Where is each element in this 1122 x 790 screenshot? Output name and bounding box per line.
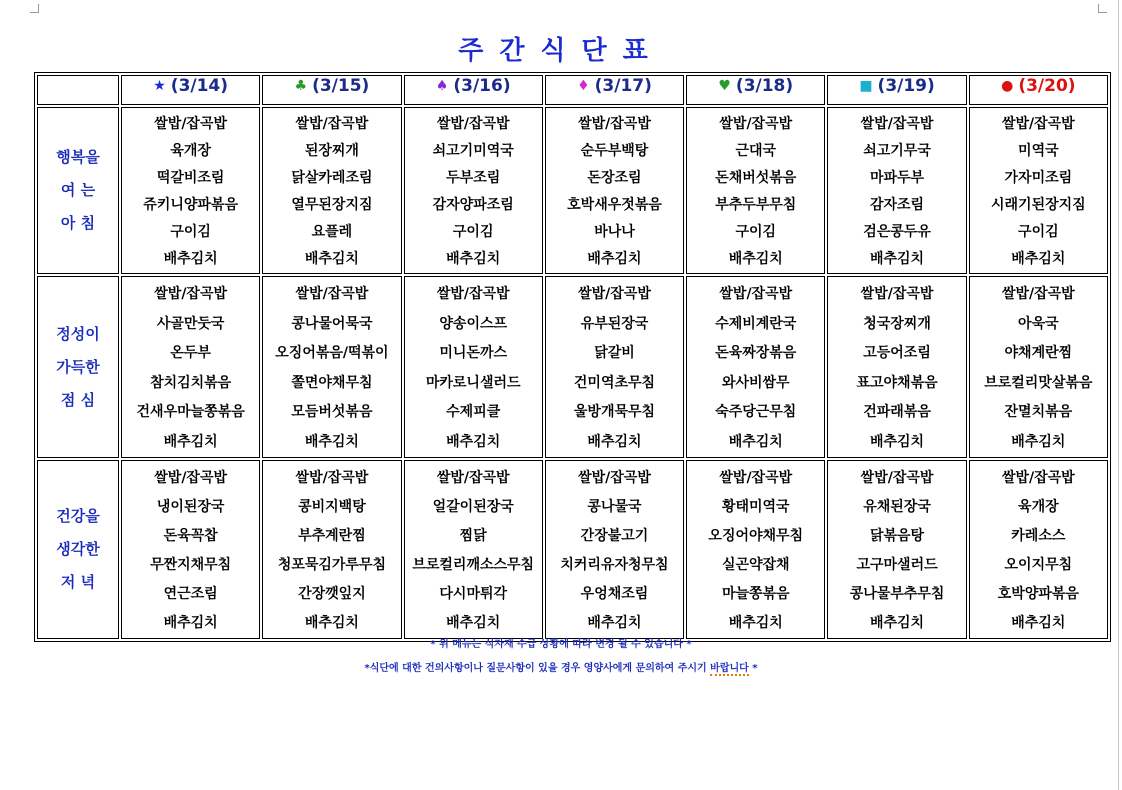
dish-item: 요플레: [311, 224, 353, 240]
dish-item: 표고야채볶음: [856, 374, 938, 391]
dish-item: 쌀밥/잡곡밥: [578, 286, 651, 302]
menu-cell: [969, 107, 1108, 274]
menu-cell: [545, 460, 684, 639]
dish-item: 돈육짜장볶음: [715, 345, 797, 361]
dish-list: [687, 108, 824, 273]
page-title: 주간식단표: [458, 36, 664, 66]
dish-item: 쌀밥/잡곡밥: [1001, 116, 1075, 132]
menu-cell: [121, 107, 260, 274]
dish-item: 마늘쫑볶음: [721, 586, 790, 602]
dish-item: 부추계란찜: [298, 528, 366, 544]
dish-item: 배추김치: [728, 433, 783, 450]
dish-item: 배추김치: [869, 615, 925, 631]
menu-cell: [262, 107, 401, 274]
dish-item: 유채된장국: [863, 499, 931, 515]
dish-item: 배추김치: [587, 615, 642, 631]
dish-item: 배추김치: [446, 251, 501, 267]
dish-list: [970, 277, 1107, 457]
menu-cell: [969, 276, 1108, 458]
menu-cell: [827, 460, 966, 639]
meal-label: [37, 460, 119, 639]
dish-item: 가자미조림: [1004, 170, 1073, 186]
dish-list: [828, 277, 965, 457]
menu-cell: [686, 460, 825, 639]
dish-list: [687, 277, 824, 457]
dish-item: 황태미역국: [721, 499, 790, 515]
notice-line-2-text: *식단에 대한 건의사항이나 질문사항이 있을 경우 영양사에게 문의하여 주시기: [364, 663, 711, 674]
spellcheck-underline: 바랍니다: [710, 663, 749, 674]
weekday-icon: ★: [153, 78, 166, 94]
dish-item: 배추김치: [869, 251, 925, 267]
dish-item: 구이김: [735, 224, 777, 240]
dish-list: [546, 277, 683, 457]
dish-item: 쌀밥/잡곡밥: [154, 286, 227, 302]
dish-list: [122, 277, 259, 457]
dish-list: [263, 277, 400, 457]
menu-cell: [686, 276, 825, 458]
dish-item: 쌀밥/잡곡밥: [719, 286, 793, 302]
weekday-icon: ●: [1001, 78, 1014, 94]
dish-item: 쇠고기무국: [863, 143, 931, 159]
dish-list: [546, 461, 683, 638]
dish-item: 두부조림: [446, 170, 501, 186]
dish-item: 브로컬리맛살볶음: [984, 374, 1093, 391]
dish-item: 콩나물어묵국: [291, 315, 373, 332]
dish-item: 육개장: [1018, 499, 1059, 515]
dish-item: 다시마튀각: [439, 586, 508, 602]
weekday-icon: ♠: [435, 78, 449, 94]
menu-cell: [121, 460, 260, 639]
dish-item: 참치김치볶음: [150, 374, 232, 391]
dish-item: 배추김치: [304, 615, 359, 631]
dish-item: 오징어야채무침: [708, 528, 804, 544]
dish-item: 잔멸치볶음: [1004, 404, 1073, 420]
dish-item: 배추김치: [869, 433, 925, 450]
menu-cell: [827, 276, 966, 458]
dish-item: 근대국: [735, 143, 777, 159]
dish-item: 돈육꼭찹: [163, 528, 218, 544]
day-header-2: [262, 75, 401, 105]
dish-item: 간장불고기: [580, 528, 649, 544]
dish-item: 닭갈비: [594, 345, 635, 361]
dish-item: 미역국: [1018, 143, 1059, 159]
dish-item: 배추김치: [446, 433, 501, 450]
dish-item: 쌀밥/잡곡밥: [436, 286, 510, 302]
day-date: (3/14): [170, 76, 229, 96]
day-header-4: [545, 75, 684, 105]
dish-item: 콩나물부추무침: [849, 586, 945, 602]
dish-item: 오이지무침: [1004, 557, 1073, 573]
dish-item: 쌀밥/잡곡밥: [436, 116, 510, 132]
dish-item: 고등어조림: [863, 345, 931, 361]
dish-item: 돈장조림: [587, 170, 642, 186]
dish-item: 모듬버섯볶음: [291, 404, 373, 420]
dish-item: 야채계란찜: [1004, 345, 1073, 361]
dish-item: 시래기된장지짐: [991, 197, 1086, 213]
dish-item: 배추김치: [1011, 433, 1066, 450]
dish-item: 쇠고기미역국: [432, 143, 514, 159]
meal-label-line: 건강을: [56, 507, 100, 525]
dish-item: 쌀밥/잡곡밥: [154, 470, 227, 486]
dish-item: 배추김치: [304, 251, 359, 267]
menu-cell: [969, 460, 1108, 639]
day-header-1: [121, 75, 260, 105]
dish-item: 쌀밥/잡곡밥: [295, 116, 369, 132]
meal-label-line: 가득한: [56, 357, 100, 376]
dish-item: 쌀밥/잡곡밥: [154, 116, 227, 132]
dish-item: 배추김치: [163, 433, 218, 450]
dish-item: 쌀밥/잡곡밥: [1001, 470, 1075, 486]
dish-item: 무짠지채무침: [150, 557, 232, 573]
dish-item: 배추김치: [304, 433, 359, 450]
page-corner-marker: [1098, 4, 1107, 13]
weekday-icon: ♥: [718, 78, 731, 94]
meal-label-line: 여 는: [60, 181, 96, 199]
day-date: (3/16): [453, 76, 511, 96]
dish-item: 배추김치: [587, 433, 642, 450]
dish-list: [405, 461, 542, 638]
meal-label-line: 생각한: [56, 540, 100, 558]
dish-item: 찜닭: [459, 528, 487, 544]
dish-item: 아욱국: [1018, 315, 1059, 332]
dish-item: 간장깻잎지: [298, 586, 366, 602]
menu-cell: [404, 460, 543, 639]
dish-item: 쫄면야채무침: [291, 374, 373, 391]
dish-item: 쌀밥/잡곡밥: [860, 470, 934, 486]
dish-item: 숙주당근무침: [715, 404, 797, 420]
dish-list: [828, 461, 965, 638]
meal-label-line: 행복을: [56, 148, 100, 166]
dish-list: [828, 108, 965, 273]
dish-item: 미니돈까스: [439, 345, 508, 361]
day-date: (3/18): [735, 76, 794, 96]
dish-list: [263, 461, 400, 638]
dish-item: 쌀밥/잡곡밥: [1001, 286, 1075, 302]
menu-cell: [262, 276, 401, 458]
dish-item: 호박새우젓볶음: [567, 197, 662, 213]
dish-item: 수제피클: [446, 404, 501, 420]
dish-item: 닭볶음탕: [869, 528, 925, 544]
dish-item: 쌀밥/잡곡밥: [295, 470, 369, 486]
day-date: (3/15): [312, 76, 370, 96]
day-header-3: [404, 75, 543, 105]
dish-item: 브로컬리깨소스무침: [412, 557, 535, 573]
day-date: (3/19): [877, 76, 935, 96]
dish-item: 구이김: [452, 224, 494, 240]
lunch-row: [37, 276, 1108, 458]
menu-cell: [545, 276, 684, 458]
dish-item: 배추김치: [728, 615, 783, 631]
day-header-5: [686, 75, 825, 105]
dish-item: 배추김치: [1011, 615, 1066, 631]
day-header-6: [827, 75, 966, 105]
dish-item: 육개장: [170, 143, 211, 159]
dish-item: 구이김: [1018, 224, 1059, 240]
dish-item: 청국장찌개: [863, 315, 931, 332]
dish-item: 쌀밥/잡곡밥: [578, 116, 651, 132]
menu-cell: [545, 107, 684, 274]
menu-cell: [404, 107, 543, 274]
dish-item: 배추김치: [163, 251, 218, 267]
dish-item: 연근조림: [163, 586, 218, 602]
dish-list: [122, 108, 259, 273]
dish-item: 쥬키니양파볶음: [143, 197, 238, 213]
dish-item: 건파래볶음: [863, 404, 931, 420]
notice-line-2-end: *: [748, 663, 758, 674]
dish-item: 냉이된장국: [156, 499, 225, 515]
dish-item: 쌀밥/잡곡밥: [719, 116, 793, 132]
dish-item: 순두부백탕: [580, 143, 649, 159]
dish-item: 배추김치: [587, 251, 642, 267]
dish-item: 콩나물국: [587, 499, 642, 515]
dish-item: 배추김치: [446, 615, 501, 631]
corner-cell: [37, 75, 119, 105]
menu-cell: [262, 460, 401, 639]
dish-list: [687, 461, 824, 638]
dish-item: 우엉채조림: [580, 586, 649, 602]
dish-item: 얼갈이된장국: [432, 499, 514, 515]
dish-item: 사골만둣국: [156, 315, 225, 332]
dish-item: 쌀밥/잡곡밥: [295, 286, 369, 302]
dish-item: 콩비지백탕: [298, 499, 366, 515]
dish-item: 울방개묵무침: [573, 404, 656, 420]
meal-label-line: 점 심: [60, 390, 96, 409]
dish-item: 닭살카레조림: [291, 170, 373, 186]
day-date: (3/17): [594, 76, 652, 96]
weekday-icon: ■: [859, 78, 873, 94]
dish-item: 떡갈비조림: [156, 170, 225, 186]
weekly-menu-table: [34, 72, 1111, 642]
dish-item: 호박양파볶음: [997, 586, 1079, 602]
meal-label-line: 저 녁: [60, 573, 96, 591]
weekday-icon: ♣: [294, 78, 308, 94]
dish-item: 마카로니샐러드: [425, 374, 521, 391]
dish-item: 쌀밥/잡곡밥: [578, 470, 651, 486]
meal-label: [37, 276, 119, 458]
notice-line-1: * 위 메뉴는 식자재 수급 상황에 따라 변경 될 수 있습니다 *: [430, 639, 692, 650]
dish-item: 된장찌개: [304, 143, 359, 159]
dish-item: 감자조림: [869, 197, 925, 213]
notice-line-2: [0, 659, 1122, 674]
dish-item: 수제비계란국: [715, 315, 797, 332]
dish-item: 건새우마늘쫑볶음: [136, 404, 245, 420]
dish-item: 쌀밥/잡곡밥: [860, 286, 934, 302]
dish-item: 와사비쌈무: [721, 374, 790, 391]
dish-list: [263, 108, 400, 273]
dish-item: 배추김치: [728, 251, 783, 267]
dish-item: 청포묵김가루무침: [277, 557, 387, 573]
dish-item: 쌀밥/잡곡밥: [860, 116, 934, 132]
dish-item: 부추두부무침: [715, 197, 797, 213]
page-corner-marker: [30, 4, 39, 13]
dinner-row: [37, 460, 1108, 639]
dish-item: 감자양파조림: [432, 197, 514, 213]
day-header-7: [969, 75, 1108, 105]
day-date: (3/20): [1018, 76, 1076, 96]
menu-cell: [686, 107, 825, 274]
dish-item: 치커리유자청무침: [560, 557, 669, 573]
dish-list: [970, 108, 1107, 273]
weekday-icon: ♦: [577, 78, 590, 94]
dish-item: 온두부: [170, 345, 211, 361]
breakfast-row: [37, 107, 1108, 274]
dish-item: 바나나: [594, 224, 635, 240]
dish-item: 검은콩두유: [863, 224, 931, 240]
dish-list: [122, 461, 259, 638]
dish-item: 열무된장지짐: [291, 197, 373, 213]
dish-list: [405, 108, 542, 273]
menu-cell: [404, 276, 543, 458]
dish-item: 마파두부: [869, 170, 925, 186]
dish-item: 쌀밥/잡곡밥: [719, 470, 793, 486]
dish-item: 실곤약잡채: [721, 557, 790, 573]
header-row: [37, 75, 1108, 105]
meal-label-line: 정성이: [56, 324, 100, 343]
dish-list: [970, 461, 1107, 638]
dish-list: [405, 277, 542, 457]
dish-item: 돈채버섯볶음: [715, 170, 797, 186]
dish-item: 오징어볶음/떡볶이: [275, 345, 389, 361]
dish-item: 구이김: [170, 224, 211, 240]
dish-item: 유부된장국: [580, 315, 649, 332]
menu-cell: [827, 107, 966, 274]
dish-item: 배추김치: [1011, 251, 1066, 267]
dish-item: 배추김치: [163, 615, 218, 631]
menu-cell: [121, 276, 260, 458]
dish-list: [546, 108, 683, 273]
dish-item: 양송이스프: [439, 315, 508, 332]
dish-item: 고구마샐러드: [856, 557, 938, 573]
meal-label-line: 아 침: [60, 214, 96, 232]
meal-label: [37, 107, 119, 274]
dish-item: 쌀밥/잡곡밥: [436, 470, 510, 486]
dish-item: 건미역초무침: [573, 374, 656, 391]
dish-item: 카레소스: [1011, 528, 1066, 544]
